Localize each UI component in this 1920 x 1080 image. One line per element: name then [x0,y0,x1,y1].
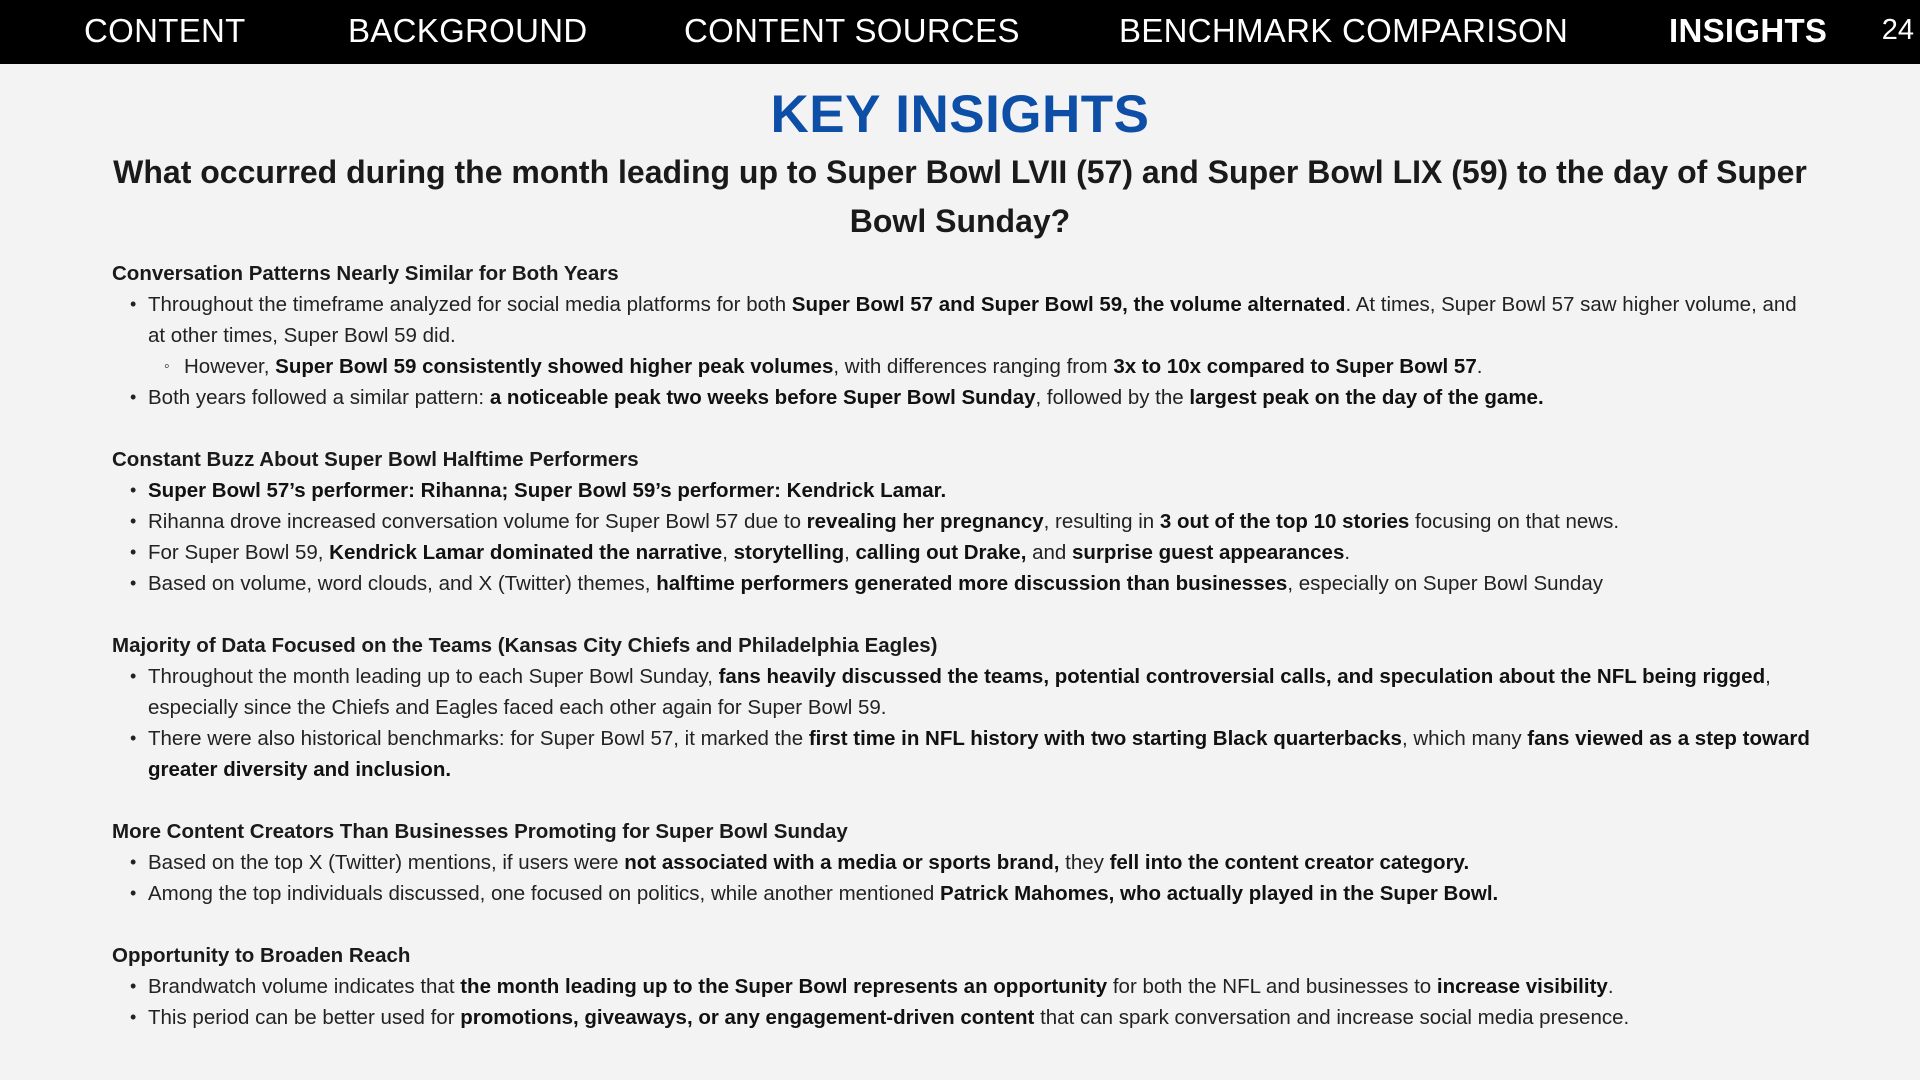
text: , [722,541,734,564]
bullet-item [112,661,1812,723]
bold-text: the month leading up to the Super Bowl represents an opportunity [460,975,1108,998]
text: Rihanna drove increased conversation volume for Super Bowl 57 due to [148,510,807,533]
bold-text: halftime performers generated more discussion than businesses [656,572,1288,595]
sub-bullet-item [148,351,1812,382]
bullet-list [112,847,1812,909]
bold-text: first time in NFL history with two starting Black quarterbacks [808,727,1402,750]
nav-tab-insights[interactable]: INSIGHTS [1669,12,1828,49]
bold-text: revealing her pregnancy [806,510,1044,533]
text: , especially since the Chiefs and Eagles faced each other again for Super Bowl 59. [148,665,1771,719]
text: Both years followed a similar pattern: [148,386,490,409]
text: focusing on that news. [1409,510,1620,533]
bullet-item [112,506,1812,537]
top-navigation-bar [0,0,1920,64]
text: , which many [1401,727,1528,750]
text: they [1059,851,1110,874]
bold-text: promotions, giveaways, or any engagement-driven content [460,1006,1035,1029]
page-number: 24 [1881,14,1914,46]
text: , [844,541,856,564]
insights-content [112,258,1812,1064]
bullet-list [112,661,1812,785]
insight-section [112,258,1812,413]
bold-text: Super Bowl 57 and Super Bowl 59, the volume alternated [791,293,1346,316]
bold-text: fell into the content creator category. [1109,851,1470,874]
text: Among the top individuals discussed, one focused on politics, while another mentioned [148,882,941,905]
bullet-item [112,847,1812,878]
text: There were also historical benchmarks: for Super Bowl 57, it marked the [148,727,809,750]
section-heading: Conversation Patterns Nearly Similar for Both Years [112,262,619,285]
text: and [1026,541,1073,564]
text: for both the NFL and businesses to [1107,975,1437,998]
bold-text: Kendrick Lamar dominated the narrative [329,541,723,564]
bold-text: fans heavily discussed the teams, potential controversial calls, and speculation about the NFL being rigged [718,665,1766,688]
bold-text: 3 out of the top 10 stories [1159,510,1410,533]
section-heading: More Content Creators Than Businesses Promoting for Super Bowl Sunday [112,820,848,843]
text: , resulting in [1043,510,1160,533]
section-heading: Majority of Data Focused on the Teams (Kansas City Chiefs and Philadelphia Eagles) [112,634,938,657]
bold-text: storytelling [733,541,845,564]
bold-text: fans viewed as a step toward greater diversity and inclusion. [148,727,1810,781]
text: . [1607,975,1614,998]
text: However, [184,355,276,378]
bullet-item [112,289,1812,382]
nav-tab-content-sources[interactable]: CONTENT SOURCES [684,12,1020,49]
text: Based on volume, word clouds, and X (Twitter) themes, [148,572,657,595]
bullet-item [112,1002,1812,1033]
bold-text: surprise guest appearances [1072,541,1345,564]
text: , with differences ranging from [833,355,1114,378]
bullet-item [112,382,1812,413]
text: , followed by the [1035,386,1190,409]
key-question: What occurred during the month leading up to Super Bowl LVII (57) and Super Bowl LIX (59) to the day of Super Bowl Sunday? [113,154,1807,239]
text: . [1476,355,1483,378]
insight-section [112,940,1812,1033]
nav-tab-benchmark-comparison[interactable]: BENCHMARK COMPARISON [1119,12,1569,49]
sub-bullet-list [148,351,1812,382]
bold-text: calling out Drake, [855,541,1027,564]
bold-text: Super Bowl 57’s performer: Rihanna; Super Bowl 59’s performer: Kendrick Lamar. [148,479,947,502]
bold-text: Super Bowl 59 consistently showed higher peak volumes [275,355,834,378]
text: Based on the top X (Twitter) mentions, if users were [148,851,625,874]
text: . [1344,541,1351,564]
bold-text: a noticeable peak two weeks before Super Bowl Sunday [489,386,1036,409]
bullet-item [112,568,1812,599]
nav-tab-content[interactable]: CONTENT [84,12,246,49]
text: Throughout the timeframe analyzed for social media platforms for both [148,293,792,316]
bold-text: 3x to 10x compared to Super Bowl 57 [1113,355,1477,378]
bullet-item [112,878,1812,909]
bold-text: largest peak on the day of the game. [1189,386,1544,409]
bold-text: increase visibility [1436,975,1608,998]
text: This period can be better used for [148,1006,461,1029]
bullet-list [112,971,1812,1033]
insight-section [112,630,1812,785]
bullet-item [112,537,1812,568]
page-title: KEY INSIGHTS [770,85,1150,144]
bold-text: Patrick Mahomes, who actually played in the Super Bowl. [940,882,1499,905]
insight-section [112,444,1812,599]
text: , especially on Super Bowl Sunday [1287,572,1603,595]
section-heading: Constant Buzz About Super Bowl Halftime Performers [112,448,639,471]
text: . At times, Super Bowl 57 saw higher volume, and at other times, Super Bowl 59 did. [148,293,1797,347]
bullet-item [112,723,1812,785]
section-heading: Opportunity to Broaden Reach [112,944,411,967]
nav-tab-background[interactable]: BACKGROUND [348,12,588,49]
text: For Super Bowl 59, [148,541,330,564]
text: that can spark conversation and increase social media presence. [1034,1006,1630,1029]
insight-section [112,816,1812,909]
bold-text: not associated with a media or sports brand, [624,851,1060,874]
text: Throughout the month leading up to each Super Bowl Sunday, [148,665,719,688]
bullet-item [112,971,1812,1002]
bullet-item [112,475,1812,506]
bullet-list [112,475,1812,599]
text: Brandwatch volume indicates that [148,975,461,998]
bullet-list [112,289,1812,413]
